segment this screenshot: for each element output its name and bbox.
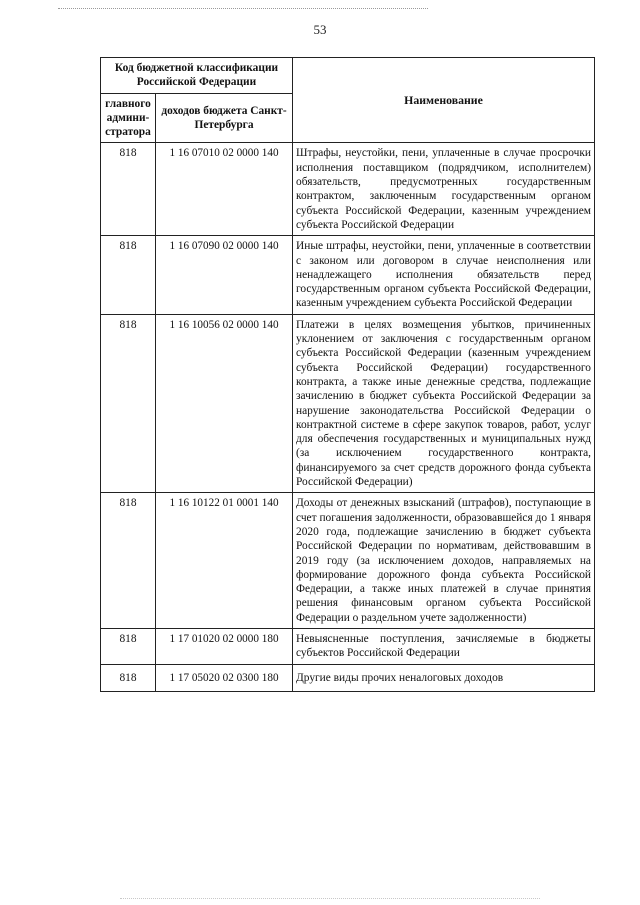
bottom-scan-artifact [120, 898, 540, 899]
admin-code-cell: 818 [101, 143, 156, 236]
admin-code-cell: 818 [101, 628, 156, 664]
header-name: Наименование [293, 58, 595, 143]
name-cell: Платежи в целях возмещения убытков, причиненных уклонением от заключения с государственным органом субъекта Российской Федерации (казенным учреждением субъекта Российской Федерации) государственного контракта, а также иные денежные средства, подлежащие зачислению в бюджет субъекта Российской Федерации за нарушение законодательства Российской Федерации о контрактной системе в сфере закупок товаров, работ, услуг для обеспечения государственных и муниципальных нужд (за исключением государственного контракта, финансируемого за счет средств дорожного фонда субъекта Российской Федерации) [293, 314, 595, 493]
table-row [101, 493, 595, 629]
name-cell: Невыясненные поступления, зачисляемые в бюджеты субъектов Российской Федерации [293, 628, 595, 664]
name-cell: Иные штрафы, неустойки, пени, уплаченные в соответствии с законом или договором в случае неисполнения или ненадлежащего исполнения обязательств перед государственным органом субъекта Российской Федерации, казенным учреждением субъекта Российской Федерации [293, 236, 595, 314]
income-code-cell: 1 17 01020 02 0000 180 [156, 628, 293, 664]
budget-classification-table [100, 57, 595, 692]
page-number: 53 [313, 22, 327, 37]
income-code-cell: 1 16 07010 02 0000 140 [156, 143, 293, 236]
table-row [101, 664, 595, 691]
table-row [101, 236, 595, 314]
table-row [101, 314, 595, 493]
name-cell: Другие виды прочих неналоговых доходов [293, 664, 595, 691]
header-admin: главного админи-стратора [101, 93, 156, 143]
header-income: доходов бюджета Санкт-Петербурга [156, 93, 293, 143]
table-row [101, 628, 595, 664]
admin-code-cell: 818 [101, 664, 156, 691]
name-cell: Доходы от денежных взысканий (штрафов), поступающие в счет погашения задолженности, образовавшейся до 1 января 2020 года, подлежащие зачислению в бюджет субъекта Российской Федерации по нормативам, действовавшим в 2019 году (за исключением доходов, направляемых на формирование дорожного фонда субъекта Российской Федерации, а также иных платежей в случае принятия решения финансовым органом субъекта Российской Федерации о раздельном учете задолженности) [293, 493, 595, 629]
income-code-cell: 1 16 10122 01 0001 140 [156, 493, 293, 629]
admin-code-cell: 818 [101, 236, 156, 314]
top-scan-rule [58, 8, 428, 9]
table-header-row [101, 58, 595, 94]
name-cell: Штрафы, неустойки, пени, уплаченные в случае просрочки исполнения поставщиком (подрядчиком, исполнителем) обязательств, предусмотренных государственным контрактом, заключенным государственным органом субъекта Российской Федерации, казенным учреждением субъекта Российской Федерации [293, 143, 595, 236]
income-code-cell: 1 16 07090 02 0000 140 [156, 236, 293, 314]
income-code-cell: 1 17 05020 02 0300 180 [156, 664, 293, 691]
table-row [101, 143, 595, 236]
income-code-cell: 1 16 10056 02 0000 140 [156, 314, 293, 493]
header-code-group: Код бюджетной классификации Российской Федерации [101, 58, 293, 94]
admin-code-cell: 818 [101, 314, 156, 493]
admin-code-cell: 818 [101, 493, 156, 629]
